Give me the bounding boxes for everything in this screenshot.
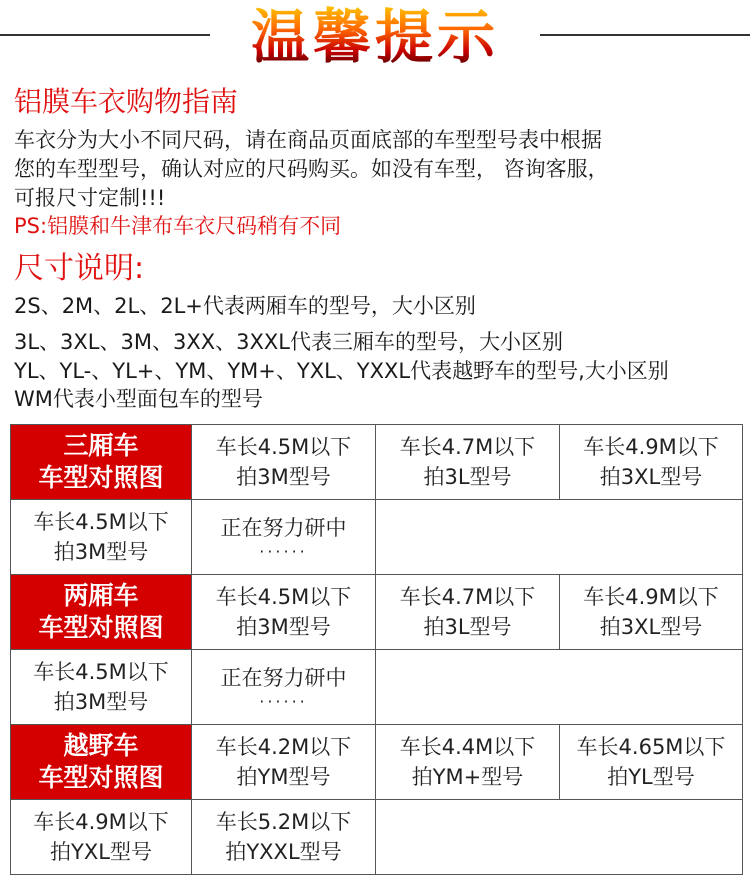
guide-paragraph: [14, 126, 744, 213]
cell-line: 拍YXL型号: [50, 840, 152, 864]
cell-line: 拍3M型号: [236, 615, 331, 639]
cell-line: 拍YM+型号: [411, 765, 524, 789]
size-cell: [11, 500, 192, 575]
header-divider-right: [540, 34, 750, 36]
cell-line: 车长4.5M以下: [215, 435, 352, 459]
size-cell: [11, 650, 192, 725]
cell-line: 正在努力研中: [220, 666, 347, 690]
cell-ellipsis: ······: [259, 692, 308, 711]
size-cell: [560, 575, 743, 650]
cell-line: 正在努力研中: [220, 516, 347, 540]
table-row: [11, 500, 743, 575]
cell-head-line: 车型对照图: [38, 613, 164, 642]
size-cell: [560, 425, 743, 500]
guide-paragraph-line: 车衣分为大小不同尺码，请在商品页面底部的车型型号表中根据: [14, 128, 602, 152]
size-desc-line: 3L、3XL、3M、3XX、3XXL代表三厢车的型号，大小区别: [14, 330, 563, 354]
size-cell: [376, 575, 560, 650]
empty-cell: [376, 500, 743, 575]
size-cell: [192, 425, 376, 500]
page-title: 温馨提示: [240, 2, 510, 72]
cell-line: 车长4.5M以下: [33, 510, 169, 534]
size-comparison-table: [10, 424, 743, 875]
size-cell: [192, 725, 376, 800]
cell-head-line: 三厢车: [63, 431, 139, 460]
cell-line: 车长4.7M以下: [399, 585, 536, 609]
cell-line: 拍YM型号: [236, 765, 331, 789]
guide-title: 铝膜车衣购物指南: [14, 85, 239, 118]
cell-line: 车长4.7M以下: [399, 435, 536, 459]
empty-cell: [376, 800, 743, 875]
size-cell: [560, 725, 743, 800]
cell-head-line: 越野车: [63, 731, 139, 760]
size-cell: [376, 725, 560, 800]
cell-ellipsis: ······: [259, 542, 308, 561]
size-cell: [11, 800, 192, 875]
cell-head-line: 车型对照图: [38, 463, 164, 492]
cell-line: 拍3M型号: [53, 690, 149, 714]
cell-line: 车长4.65M以下: [576, 735, 726, 759]
header-divider-left: [0, 34, 210, 36]
size-desc-line: YL、YL-、YL+、YM、YM+、YXL、YXXL代表越野车的型号,大小区别: [14, 359, 669, 383]
sedan-header-cell: [11, 425, 192, 500]
empty-cell: [376, 650, 743, 725]
cell-line: 拍YXXL型号: [225, 840, 342, 864]
table-row: [11, 725, 743, 800]
guide-paragraph-line: 您的车型型号，确认对应的尺码购买。如没有车型， 咨询客服，: [14, 157, 609, 181]
size-cell: [192, 650, 376, 725]
cell-line: 拍3L型号: [423, 465, 512, 489]
header-banner: [0, 0, 750, 78]
size-desc-line: 2S、2M、2L、2L+代表两厢车的型号，大小区别: [14, 294, 476, 318]
cell-line: 车长4.5M以下: [215, 585, 352, 609]
cell-line: 车长4.9M以下: [583, 585, 719, 609]
cell-line: 拍3XL型号: [599, 615, 703, 639]
cell-head-line: 两厢车: [63, 581, 139, 610]
size-cell: [376, 425, 560, 500]
cell-line: 拍3M型号: [53, 540, 149, 564]
table-row: [11, 425, 743, 500]
table-row: [11, 650, 743, 725]
cell-line: 车长4.4M以下: [399, 735, 536, 759]
ps-note: PS:铝膜和牛津布车衣尺码稍有不同: [14, 214, 342, 238]
table-row: [11, 800, 743, 875]
cell-line: 拍3L型号: [423, 615, 512, 639]
cell-line: 车长5.2M以下: [215, 810, 352, 834]
cell-line: 车长4.9M以下: [33, 810, 169, 834]
size-desc-line: WM代表小型面包车的型号: [14, 387, 263, 411]
cell-head-line: 车型对照图: [38, 763, 164, 792]
cell-line: 车长4.2M以下: [215, 735, 352, 759]
size-cell: [192, 500, 376, 575]
cell-line: 拍3M型号: [236, 465, 331, 489]
cell-line: 拍3XL型号: [599, 465, 703, 489]
size-cell: [192, 800, 376, 875]
table-row: [11, 575, 743, 650]
suv-header-cell: [11, 725, 192, 800]
guide-paragraph-line: 可报尺寸定制!!!: [14, 186, 166, 210]
cell-line: 拍YL型号: [607, 765, 695, 789]
size-cell: [192, 575, 376, 650]
size-section-title: 尺寸说明:: [14, 251, 145, 286]
cell-line: 车长4.9M以下: [583, 435, 719, 459]
cell-line: 车长4.5M以下: [33, 660, 169, 684]
hatchback-header-cell: [11, 575, 192, 650]
